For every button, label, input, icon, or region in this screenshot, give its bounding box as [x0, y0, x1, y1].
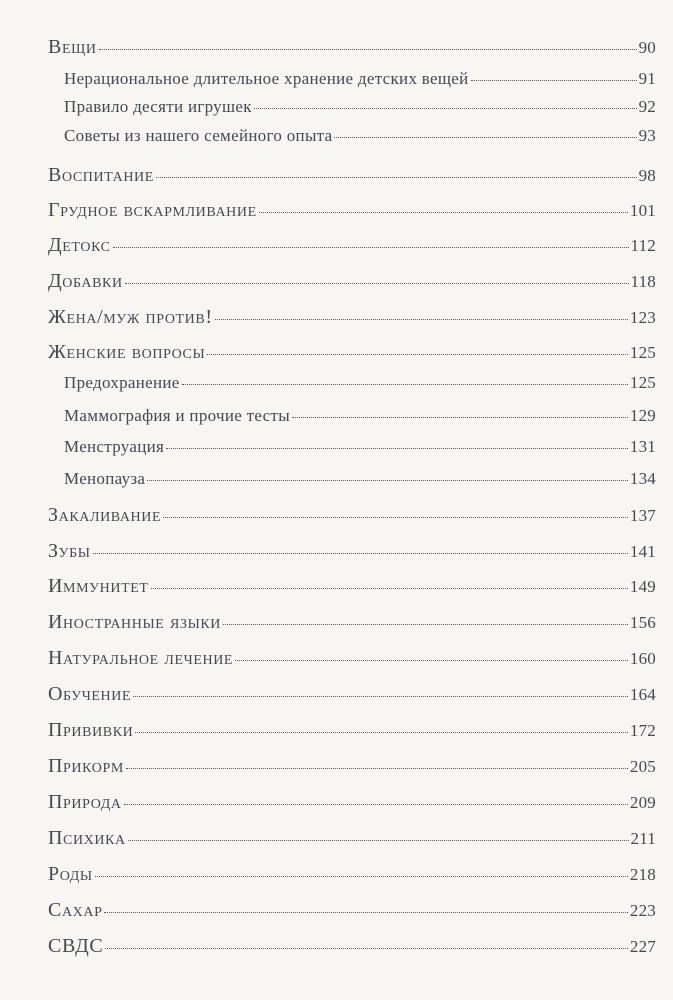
toc-leader-dots	[93, 553, 628, 554]
toc-entry-title: Женские вопросы	[48, 341, 206, 363]
toc-entry	[48, 504, 656, 528]
toc-leader-dots	[235, 660, 628, 661]
toc-entry-page: 160	[629, 649, 656, 668]
toc-entry-page: 141	[629, 542, 656, 561]
toc-entry-title: Нерациональное длительное хранение детских вещей	[64, 69, 469, 88]
toc-leader-dots	[334, 137, 636, 138]
toc-entry-page: 92	[638, 97, 656, 116]
toc-entry-title: Менопауза	[64, 469, 146, 488]
toc-entry-page: 223	[629, 901, 656, 920]
toc-entry-title: Иммунитет	[48, 575, 149, 597]
toc-entry-title: Грудное вскармливание	[48, 199, 257, 221]
toc-entry	[48, 755, 656, 779]
toc-entry-title: Зубы	[48, 540, 91, 562]
toc-leader-dots	[215, 319, 628, 320]
toc-entry-page: 156	[629, 613, 656, 632]
toc-entry-title: Менструация	[64, 437, 165, 456]
toc-entry-page: 123	[629, 308, 656, 327]
toc-entry-title: Правило десяти игрушек	[64, 97, 252, 116]
toc-entry-page: 211	[630, 829, 656, 848]
toc-entry-page: 218	[629, 865, 656, 884]
toc-subentry	[64, 97, 656, 121]
toc-leader-dots	[151, 588, 628, 589]
toc-leader-dots	[125, 283, 629, 284]
toc-entry	[48, 575, 656, 599]
toc-leader-dots	[113, 247, 629, 248]
toc-entry-page: 164	[629, 685, 656, 704]
toc-entry	[48, 899, 656, 923]
toc-entry-page: 112	[630, 236, 656, 255]
toc-subentry	[64, 469, 656, 493]
toc-entry-page: 209	[629, 793, 656, 812]
toc-entry	[48, 36, 656, 60]
toc-entry-title: Закаливание	[48, 504, 162, 526]
toc-entry-title: Воспитание	[48, 164, 154, 186]
toc-entry-title: Природа	[48, 791, 122, 813]
toc-entry	[48, 719, 656, 743]
toc-entry-title: Сахар	[48, 899, 103, 921]
toc-leader-dots	[182, 384, 628, 385]
toc-subentry	[64, 373, 656, 397]
toc-entry-page: 149	[629, 577, 656, 596]
toc-subentry	[64, 126, 656, 150]
toc-entry-title: СВДС	[48, 935, 104, 957]
toc-entry-page: 91	[638, 69, 656, 88]
toc-leader-dots	[292, 417, 628, 418]
toc-entry-title: Обучение	[48, 683, 132, 705]
toc-entry-page: 118	[630, 272, 656, 291]
toc-entry-page: 125	[629, 343, 656, 362]
toc-entry	[48, 164, 656, 188]
toc-subentry	[64, 437, 656, 461]
toc-entry-title: Детокс	[48, 234, 111, 256]
toc-leader-dots	[133, 696, 628, 697]
toc-entry-page: 129	[629, 406, 656, 425]
toc-leader-dots	[126, 768, 628, 769]
toc-entry-title: Вещи	[48, 36, 97, 58]
toc-entry-title: Натуральное лечение	[48, 647, 234, 669]
toc-leader-dots	[147, 480, 628, 481]
toc-leader-dots	[259, 212, 628, 213]
toc-entry-title: Советы из нашего семейного опыта	[64, 126, 333, 145]
toc-leader-dots	[128, 840, 629, 841]
toc-entry-page: 134	[629, 469, 656, 488]
toc-entry-page: 125	[629, 373, 656, 392]
toc-leader-dots	[156, 177, 637, 178]
toc-entry-title: Жена/муж против!	[48, 306, 213, 328]
toc-entry-page: 205	[629, 757, 656, 776]
toc-entry	[48, 935, 656, 959]
toc-entry	[48, 341, 656, 365]
toc-entry-page: 93	[638, 126, 656, 145]
toc-entry-page: 131	[629, 437, 656, 456]
toc-entry	[48, 863, 656, 887]
toc-subentry	[64, 69, 656, 93]
toc-entry	[48, 611, 656, 635]
toc-entry	[48, 647, 656, 671]
toc-subentry	[64, 406, 656, 430]
toc-leader-dots	[99, 49, 637, 50]
toc-entry	[48, 791, 656, 815]
toc-entry	[48, 306, 656, 330]
toc-entry	[48, 683, 656, 707]
toc-entry-title: Иностранные языки	[48, 611, 222, 633]
toc-leader-dots	[207, 354, 628, 355]
toc-leader-dots	[166, 448, 628, 449]
toc-entry-title: Прививки	[48, 719, 134, 741]
toc-leader-dots	[471, 80, 637, 81]
toc-entry-title: Предохранение	[64, 373, 180, 392]
toc-entry	[48, 199, 656, 223]
toc-entry-page: 98	[638, 166, 656, 185]
toc-entry-page: 101	[629, 201, 656, 220]
toc-entry	[48, 540, 656, 564]
toc-leader-dots	[254, 108, 637, 109]
toc-entry-title: Роды	[48, 863, 93, 885]
toc-entry-title: Прикорм	[48, 755, 124, 777]
toc-leader-dots	[104, 912, 627, 913]
toc-entry-page: 137	[629, 506, 656, 525]
toc-leader-dots	[95, 876, 628, 877]
toc-entry-page: 90	[638, 38, 656, 57]
toc-entry-title: Добавки	[48, 270, 123, 292]
toc-leader-dots	[223, 624, 628, 625]
toc-leader-dots	[163, 517, 628, 518]
toc-entry-title: Маммография и прочие тесты	[64, 406, 290, 425]
toc-entry	[48, 234, 656, 258]
toc-entry	[48, 270, 656, 294]
toc-entry	[48, 827, 656, 851]
toc-leader-dots	[135, 732, 628, 733]
toc-entry-page: 227	[629, 937, 656, 956]
toc-leader-dots	[105, 948, 628, 949]
toc-leader-dots	[124, 804, 628, 805]
toc-entry-title: Психика	[48, 827, 126, 849]
toc-entry-page: 172	[629, 721, 656, 740]
